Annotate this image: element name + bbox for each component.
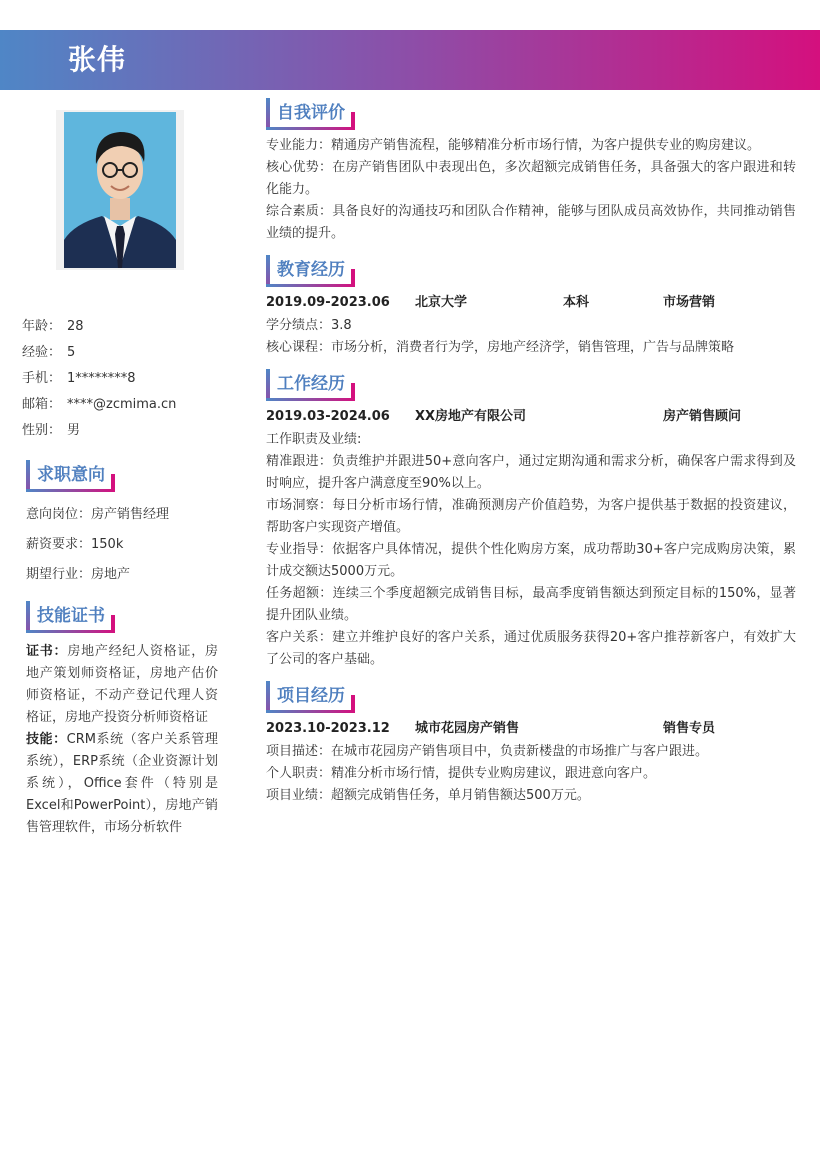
info-experience: 经验： 5 [22, 345, 76, 360]
skills-title: 技能证书 [26, 601, 115, 633]
project-title: 项目经历 [266, 681, 355, 713]
personal-info [22, 316, 222, 446]
education-period: 2019.09-2023.06 [266, 295, 390, 310]
certificates-text: 证书：房地产经纪人资格证，房地产策划师资格证，房地产估价师资格证，不动产登记代理人资格证，房地产投资分析师资格证 [26, 644, 218, 725]
work-company: XX房地产有限公司 [415, 409, 527, 424]
work-meta [266, 405, 796, 429]
project-name: 城市花园房产销售 [415, 721, 520, 736]
job-intent-industry: 期望行业：房地产 [26, 567, 131, 582]
info-gender: 性别： 男 [22, 423, 81, 438]
project-role: 销售专员 [663, 721, 716, 736]
project-para: 项目业绩：超额完成销售任务，单月销售额达500万元。 [266, 788, 590, 803]
education-major: 市场营销 [663, 295, 716, 310]
job-intent-section [26, 460, 218, 590]
project-period: 2023.10-2023.12 [266, 721, 390, 736]
profile-photo [64, 112, 176, 268]
education-gpa: 学分绩点：3.8 [266, 318, 352, 333]
project-section [266, 681, 796, 807]
work-para: 市场洞察：每日分析市场行情，准确预测房产价值趋势，为客户提供基于数据的投资建议，帮助客户实现资产增值。 [266, 498, 796, 535]
profile-photo-frame [56, 110, 184, 270]
work-para: 精准跟进：负责维护并跟进50+意向客户，通过定期沟通和需求分析，确保客户需求得到及时响应，提升客户满意度至90%以上。 [266, 454, 796, 491]
self-eval-para: 核心优势：在房产销售团队中表现出色，多次超额完成销售任务，具备强大的客户跟进和转化能力。 [266, 160, 796, 197]
skills-text: 技能：CRM系统（客户关系管理系统），ERP系统（企业资源计划系统），Office套件（特别是Excel和PowerPoint），房地产销售管理软件，市场分析软件 [26, 732, 218, 835]
info-age: 年龄： 28 [22, 319, 84, 334]
self-eval-title: 自我评价 [266, 98, 355, 130]
self-eval-para: 综合素质：具备良好的沟通技巧和团队合作精神，能够与团队成员高效协作，共同推动销售业绩的提升。 [266, 204, 796, 241]
education-section [266, 255, 796, 359]
project-para: 项目描述：在城市花园房产销售项目中，负责新楼盘的市场推广与客户跟进。 [266, 744, 709, 759]
work-para: 工作职责及业绩: [266, 432, 362, 447]
job-intent-title: 求职意向 [26, 460, 115, 492]
info-phone: 手机： 1********8 [22, 371, 136, 386]
education-meta [266, 291, 796, 315]
education-school: 北京大学 [415, 295, 468, 310]
work-para: 专业指导：依据客户具体情况，提供个性化购房方案，成功帮助30+客户完成购房决策，累计成交额达5000万元。 [266, 542, 796, 579]
info-email: 邮箱： ****@zcmima.cn [22, 397, 177, 412]
self-eval-section [266, 98, 796, 245]
work-period: 2019.03-2024.06 [266, 409, 390, 424]
avatar-illustration [64, 112, 176, 268]
education-degree: 本科 [563, 295, 590, 310]
main-content [266, 98, 796, 817]
education-title: 教育经历 [266, 255, 355, 287]
work-role: 房产销售顾问 [663, 409, 742, 424]
work-section [266, 369, 796, 671]
education-courses: 核心课程：市场分析，消费者行为学，房地产经济学，销售管理，广告与品牌策略 [266, 340, 735, 355]
project-para: 个人职责：精准分析市场行情，提供专业购房建议，跟进意向客户。 [266, 766, 657, 781]
self-eval-para: 专业能力：精通房产销售流程，能够精准分析市场行情，为客户提供专业的购房建议。 [266, 138, 761, 153]
job-intent-position: 意向岗位：房产销售经理 [26, 507, 170, 522]
work-title: 工作经历 [266, 369, 355, 401]
candidate-name: 张伟 [68, 43, 127, 76]
work-para: 客户关系：建立并维护良好的客户关系，通过优质服务获得20+客户推荐新客户，有效扩大了公司的客户基础。 [266, 630, 796, 667]
work-para: 任务超额：连续三个季度超额完成销售目标，最高季度销售额达到预定目标的150%，显著提升团队业绩。 [266, 586, 796, 623]
header-banner [0, 30, 820, 90]
job-intent-salary: 薪资要求：150k [26, 537, 124, 552]
project-meta [266, 717, 796, 741]
skills-section [26, 601, 218, 839]
